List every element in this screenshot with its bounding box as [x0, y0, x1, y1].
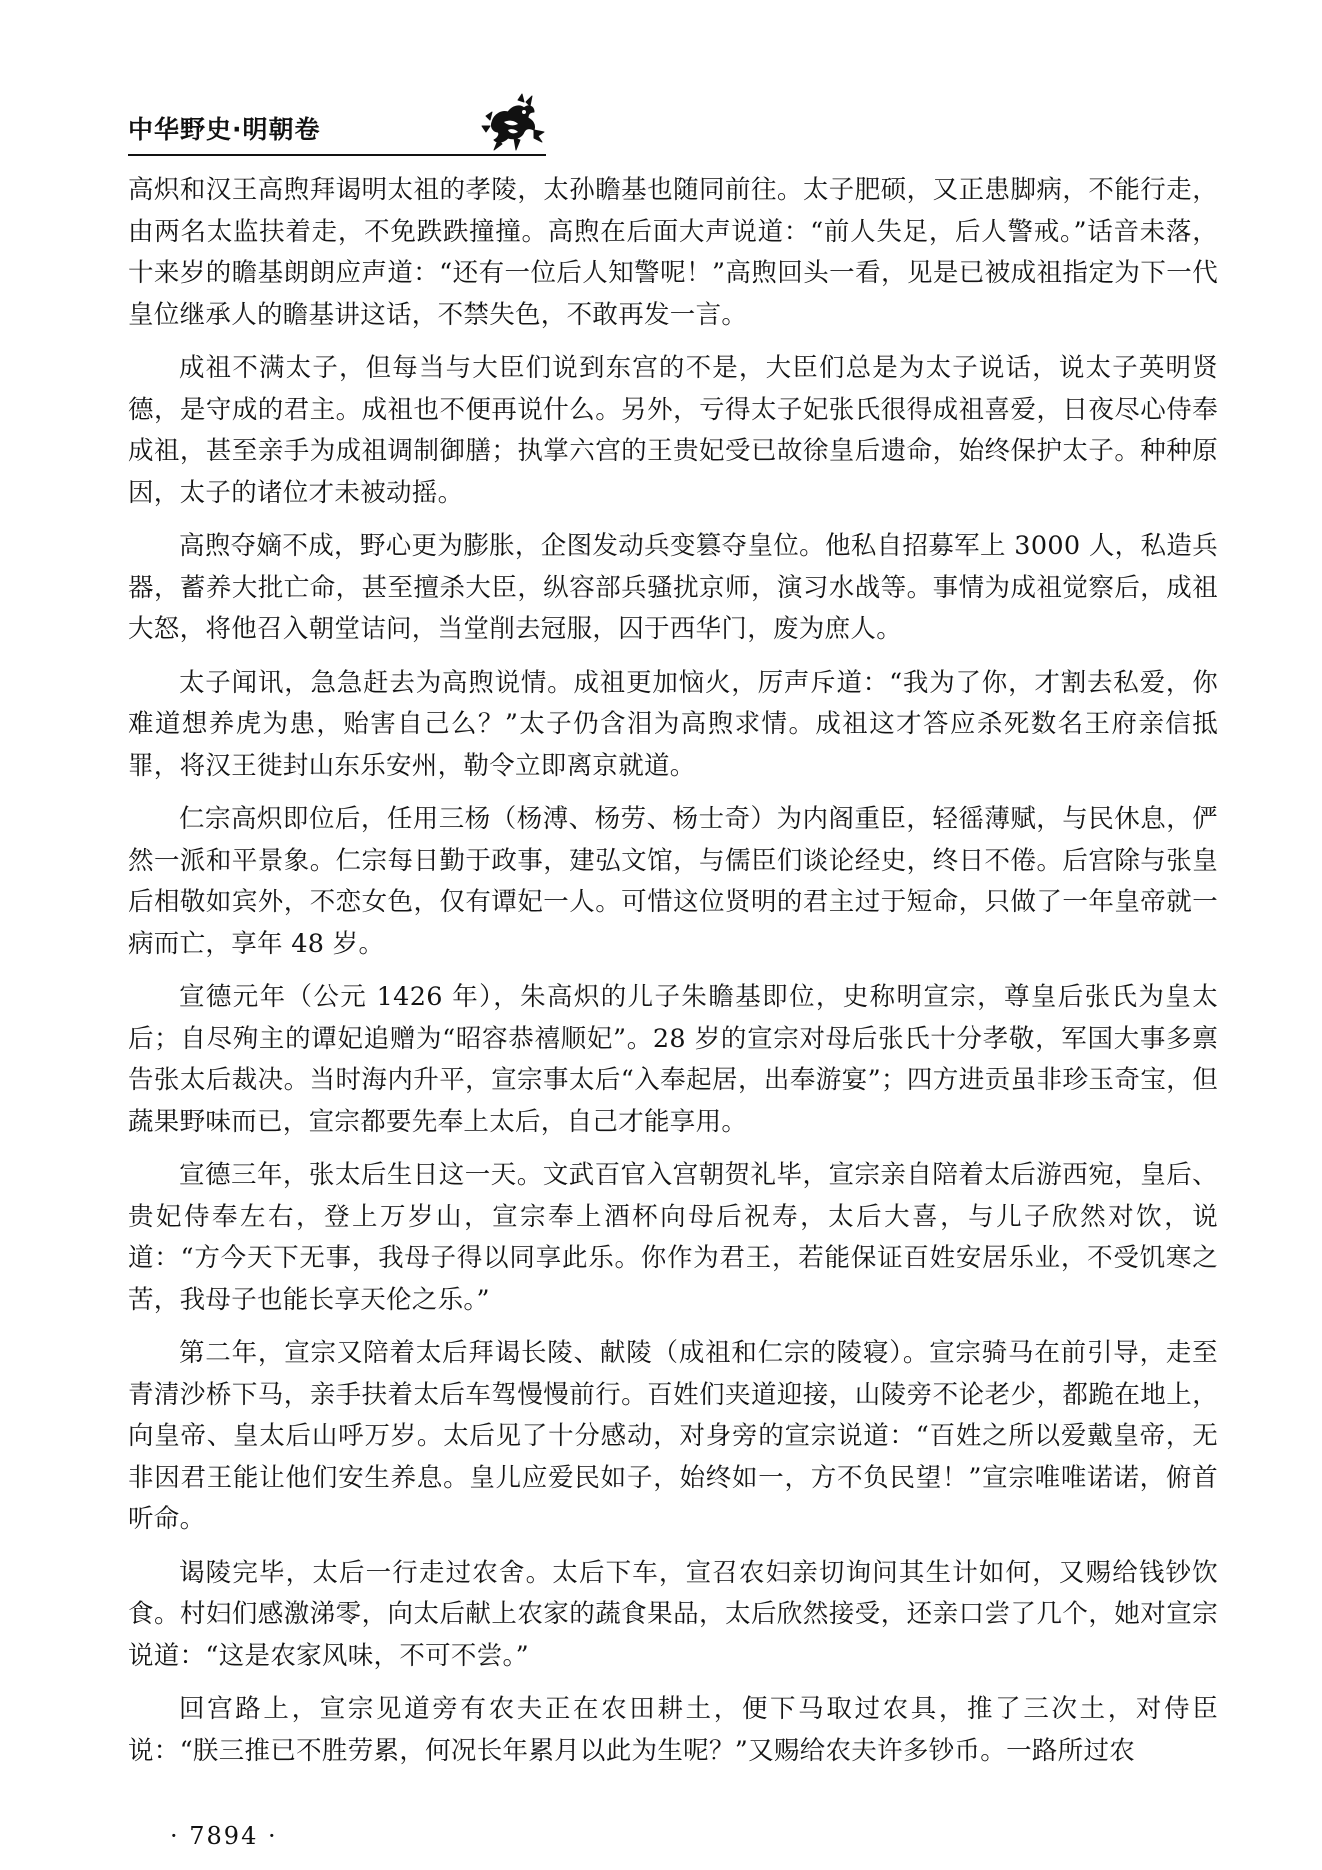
paragraph: 宣德三年，张太后生日这一天。文武百官入宫朝贺礼毕，宣宗亲自陪着太后游西宛，皇后、贵妃侍奉左右，登上万岁山，宣宗奉上酒杯向母后祝寿，太后大喜，与儿子欣然对饮，说道：“方今天下无事，我母子得以同享此乐。你作为君王，若能保证百姓安居乐业，不受饥寒之苦，我母子也能长享天伦之乐。” — [128, 1160, 1218, 1315]
paragraph: 高炽和汉王高煦拜谒明太祖的孝陵，太孙瞻基也随同前往。太子肥硕，又正患脚病，不能行走，由两名太监扶着走，不免跌跌撞撞。高煦在后面大声说道：“前人失足，后人警戒。”话音未落，十来岁的瞻基朗朗应声道：“还有一位后人知警呢！”高煦回头一看，见是已被成祖指定为下一代皇位继承人的瞻基讲这话，不禁失色，不敢再发一言。 — [128, 175, 1218, 330]
paragraph: 仁宗高炽即位后，任用三杨（杨溥、杨劳、杨士奇）为内阁重臣，轻徭薄赋，与民休息，俨然一派和平景象。仁宗每日勤于政事，建弘文馆，与儒臣们谈论经史，终日不倦。后宫除与张皇后相敬如宾外，不恋女色，仅有谭妃一人。可惜这位贤明的君主过于短命，只做了一年皇帝就一病而亡，享年 48 岁。 — [128, 804, 1218, 959]
paragraph: 太子闻讯，急急赶去为高煦说情。成祖更加恼火，厉声斥道：“我为了你，才割去私爱，你难道想养虎为患，贻害自己么？”太子仍含泪为高煦求情。成祖这才答应杀死数名王府亲信抵罪，将汉王徙封山东乐安州，勒令立即离京就道。 — [128, 667, 1218, 781]
paragraph: 宣德元年（公元 1426 年），朱高炽的儿子朱瞻基即位，史称明宣宗，尊皇后张氏为皇太后；自尽殉主的谭妃追赠为“昭容恭禧顺妃”。28 岁的宣宗对母后张氏十分孝敬，军国大事多禀告张太后裁决。当时海内升平，宣宗事太后“入奉起居，出奉游宴”；四方进贡虽非珍玉奇宝，但蔬果野味而已，宣宗都要先奉上太后，自己才能享用。 — [128, 982, 1218, 1137]
paragraph: 谒陵完毕，太后一行走过农舍。太后下车，宣召农妇亲切询问其生计如何，又赐给钱钞饮食。村妇们感激涕零，向太后献上农家的蔬食果品，太后欣然接受，还亲口尝了几个，她对宣宗说道：“这是农家风味，不可不尝。” — [128, 1557, 1218, 1671]
paragraph: 第二年，宣宗又陪着太后拜谒长陵、献陵（成祖和仁宗的陵寝）。宣宗骑马在前引导，走至青清沙桥下马，亲手扶着太后车驾慢慢前行。百姓们夹道迎接，山陵旁不论老少，都跪在地上，向皇帝、皇太后山呼万岁。太后见了十分感动，对身旁的宣宗说道：“百姓之所以爱戴皇帝，无非因君王能让他们安生养息。皇儿应爱民如子，始终如一，方不负民望！”宣宗唯唯诺诺，俯首听命。 — [128, 1338, 1218, 1534]
header-rule — [128, 154, 546, 156]
paragraph: 回宫路上，宣宗见道旁有农夫正在农田耕土，便下马取过农具，推了三次土，对侍臣说：“朕三推已不胜劳累，何况长年累月以此为生呢？”又赐给农夫许多钞币。一路所过农 — [128, 1694, 1218, 1766]
running-title: 中华野史·明朝卷 — [128, 115, 321, 144]
paragraph: 高煦夺嫡不成，野心更为膨胀，企图发动兵变篡夺皇位。他私自招募军上 3000 人，私造兵器，蓄养大批亡命，甚至擅杀大臣，纵容部兵骚扰京师，演习水战等。事情为成祖觉察后，成祖大怒，将他召入朝堂诘问，当堂削去冠服，囚于西华门，废为庶人。 — [128, 531, 1218, 644]
page-header — [128, 92, 558, 162]
page-number: · 7894 · — [170, 1822, 278, 1850]
dragon-emblem-icon — [478, 92, 548, 154]
body-text — [128, 170, 1218, 1772]
paragraph: 成祖不满太子，但每当与大臣们说到东宫的不是，大臣们总是为太子说话，说太子英明贤德，是守成的君主。成祖也不便再说什么。另外，亏得太子妃张氏很得成祖喜爱，日夜尽心侍奉成祖，甚至亲手为成祖调制御膳；执掌六宫的王贵妃受已故徐皇后遗命，始终保护太子。种种原因，太子的诸位才未被动摇。 — [128, 353, 1218, 508]
